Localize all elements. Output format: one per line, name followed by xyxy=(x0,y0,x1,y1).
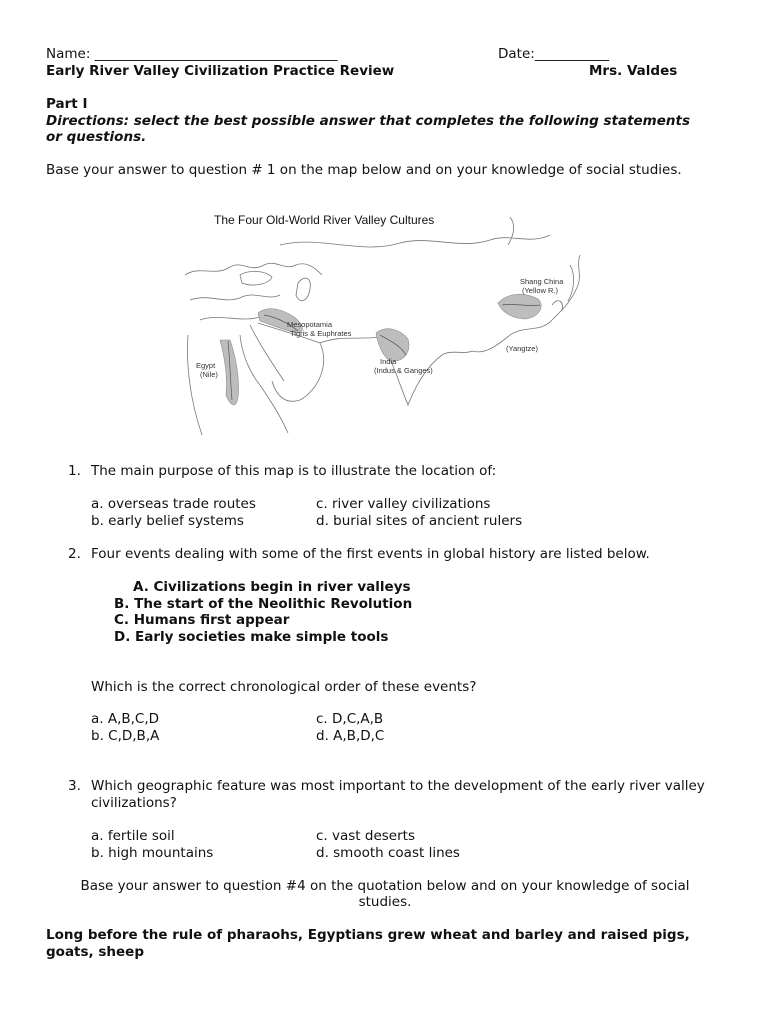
part-heading: Part I xyxy=(46,96,88,112)
question-3-option-a: a. fertile soil xyxy=(91,828,175,844)
question-4-intro-line-2: studies. xyxy=(358,894,412,910)
teacher-name: Mrs. Valdes xyxy=(589,63,678,79)
question-2-number: 2. xyxy=(68,546,81,562)
map-label-india: India xyxy=(380,357,397,366)
quotation-line-1: Long before the rule of pharaohs, Egyptians grew wheat and barley and raised pigs, xyxy=(46,927,690,943)
event-b: B. The start of the Neolithic Revolution xyxy=(114,596,413,612)
question-3-number: 3. xyxy=(68,778,81,794)
question-4-intro-line-1: Base your answer to question #4 on the quotation below and on your knowledge of social xyxy=(80,878,690,894)
map-label-mesopotamia: Mesopotamia xyxy=(287,320,333,329)
map-label-tigris-euphrates: Tigris & Euphrates xyxy=(290,329,352,338)
map-label-yellow-river: (Yellow R.) xyxy=(522,286,558,295)
question-2-option-b: b. C,D,B,A xyxy=(91,728,160,744)
map-label-shang-china: Shang China xyxy=(520,277,564,286)
event-c: C. Humans first appear xyxy=(114,612,290,628)
map-label-nile: (Nile) xyxy=(200,370,218,379)
question-3-option-d: d. smooth coast lines xyxy=(316,845,460,861)
question-2-option-c: c. D,C,A,B xyxy=(316,711,384,727)
question-2-option-d: d. A,B,D,C xyxy=(316,728,385,744)
date-field-label: Date:___________ xyxy=(498,46,610,62)
question-3-text-line-2: civilizations? xyxy=(91,795,177,811)
question-2-prompt: Which is the correct chronological order of these events? xyxy=(91,679,477,695)
event-a: A. Civilizations begin in river valleys xyxy=(133,579,411,595)
question-1-text: The main purpose of this map is to illustrate the location of: xyxy=(91,463,497,479)
question-3-option-c: c. vast deserts xyxy=(316,828,415,844)
river-valley-map xyxy=(180,205,590,437)
question-1-option-b: b. early belief systems xyxy=(91,513,244,529)
question-3-text-line-1: Which geographic feature was most important to the development of the early river valley xyxy=(91,778,705,794)
map-label-yangtze: (Yangtze) xyxy=(506,344,538,353)
question-1-option-a: a. overseas trade routes xyxy=(91,496,256,512)
document-title: Early River Valley Civilization Practice Review xyxy=(46,63,395,79)
question-1-intro: Base your answer to question # 1 on the map below and on your knowledge of social studies. xyxy=(46,162,682,178)
map-label-indus-ganges: (Indus & Ganges) xyxy=(374,366,433,375)
map-drawing xyxy=(180,205,590,437)
question-2-option-a: a. A,B,C,D xyxy=(91,711,160,727)
question-3-option-b: b. high mountains xyxy=(91,845,214,861)
directions-line-1: Directions: select the best possible answer that completes the following statements xyxy=(46,113,690,129)
map-title: The Four Old-World River Valley Cultures xyxy=(214,213,435,227)
question-1-option-c: c. river valley civilizations xyxy=(316,496,491,512)
question-2-text: Four events dealing with some of the first events in global history are listed below. xyxy=(91,546,650,562)
event-d: D. Early societies make simple tools xyxy=(114,629,389,645)
question-1-number: 1. xyxy=(68,463,81,479)
name-field-label: Name: ____________________________________ xyxy=(46,46,338,62)
directions-line-2: or questions. xyxy=(46,129,147,145)
question-1-option-d: d. burial sites of ancient rulers xyxy=(316,513,523,529)
map-label-egypt: Egypt xyxy=(196,361,216,370)
quotation-line-2: goats, sheep xyxy=(46,944,144,960)
